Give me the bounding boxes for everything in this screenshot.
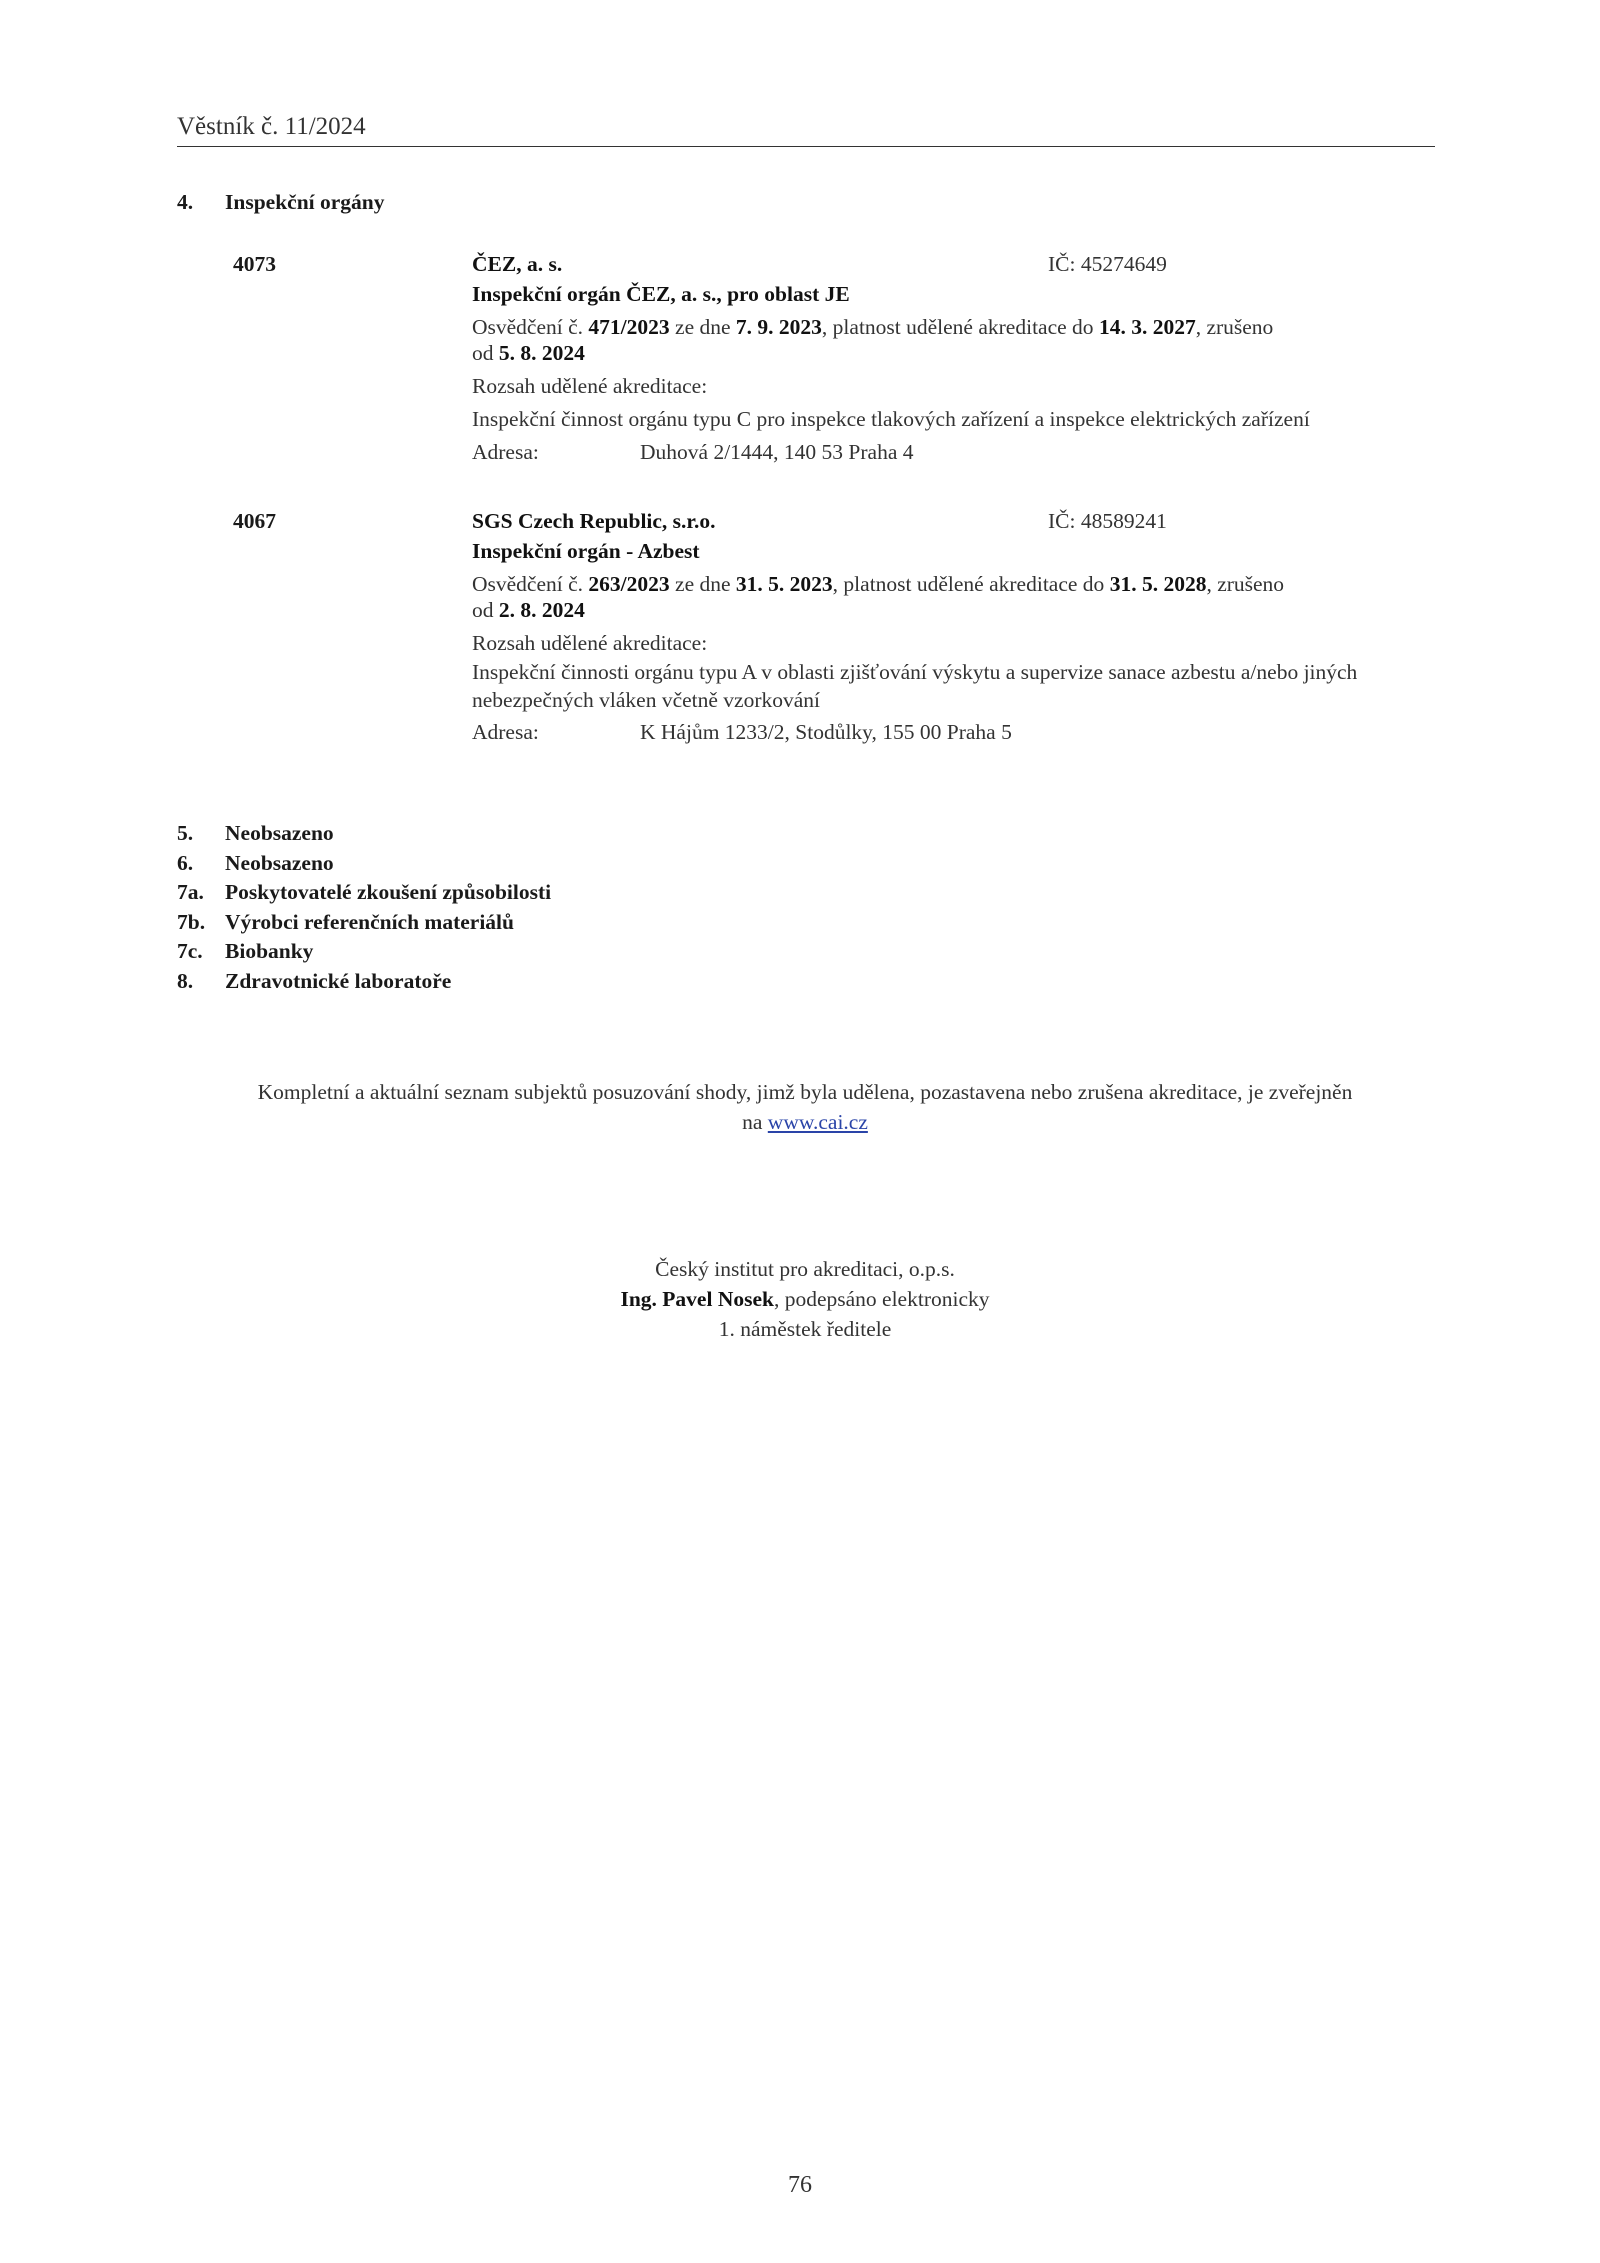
entity-name: SGS Czech Republic, s.r.o. [472, 509, 716, 533]
section-item [177, 877, 551, 907]
scope-label: Rozsah udělené akreditace: [472, 631, 708, 655]
footer-note-line [160, 1107, 1450, 1137]
scope-text: Inspekční činnosti orgánu typu A v oblasti zjišťování výskytu a supervize sanace azbestu a/nebo jiných nebezpečných vláken včetně vzorkování [472, 660, 1358, 712]
cert-valid-to: 31. 5. 2028 [1109, 572, 1207, 596]
cert-text: ze dne [669, 572, 736, 596]
signatory-role: 1. náměstek ředitele [718, 1317, 892, 1341]
signed-note: , podepsáno elektronicky [773, 1287, 990, 1311]
cert-cancelled-date: 2. 8. 2024 [498, 598, 585, 622]
footer-note-text: na [742, 1110, 768, 1134]
address-value: Duhová 2/1444, 140 53 Praha 4 [640, 440, 914, 464]
running-header [177, 112, 1435, 147]
cai-website-link[interactable]: www.cai.cz [767, 1110, 868, 1134]
section-heading [177, 187, 385, 217]
bulletin-title: Věstník č. 11/2024 [177, 113, 366, 140]
address-label: Adresa: [472, 440, 539, 464]
cert-prefix: Osvědčení č. [472, 315, 589, 339]
scope-label: Rozsah udělené akreditace: [472, 374, 708, 398]
section-item [177, 936, 551, 966]
section-number: 7b. [177, 909, 206, 934]
page-number: 76 [788, 2172, 812, 2198]
address-line [472, 717, 1442, 747]
signature-block [400, 1254, 1210, 1344]
cert-date: 31. 5. 2023 [735, 572, 833, 596]
scope-text: Inspekční činnost orgánu typu C pro inspekce tlakových zařízení a inspekce elektrických zařízení [472, 407, 1310, 431]
address-label: Adresa: [472, 720, 539, 744]
cert-text: od [472, 598, 499, 622]
section-item [177, 966, 551, 996]
entry-number: 4073 [233, 252, 276, 276]
certificate-line-2 [472, 595, 1442, 625]
entry-body [472, 506, 1442, 747]
entry-number: 4067 [233, 509, 276, 533]
cert-number: 471/2023 [588, 315, 670, 339]
address-value: K Hájům 1233/2, Stodůlky, 155 00 Praha 5 [640, 720, 1012, 744]
section-title: Výrobci referenčních materiálů [225, 909, 514, 934]
section-item [177, 907, 551, 937]
section-title: Zdravotnické laboratoře [225, 968, 452, 993]
entry-body [472, 249, 1442, 467]
cert-cancelled-date: 5. 8. 2024 [498, 341, 585, 365]
signature-name-line [400, 1284, 1210, 1314]
sections-list [177, 818, 551, 995]
section-title: Neobsazeno [225, 821, 334, 845]
footer-note-line: Kompletní a aktuální seznam subjektů posuzování shody, jimž byla udělena, pozastavena nebo zrušena akreditace, je zveřejněn [257, 1080, 1353, 1104]
section-title: Poskytovatelé zkoušení způsobilosti [225, 880, 552, 904]
section-number: 5. [177, 821, 194, 845]
section-number: 8. [177, 968, 194, 993]
section-item [177, 818, 551, 848]
section-title: Inspekční orgány [225, 190, 385, 214]
signature-org: Český institut pro akreditaci, o.p.s. [655, 1257, 955, 1281]
cert-date: 7. 9. 2023 [735, 315, 822, 339]
entity-name: ČEZ, a. s. [472, 252, 563, 276]
section-number: 7c. [177, 939, 203, 963]
cert-text: , platnost udělené akreditace do [821, 315, 1099, 339]
cert-number: 263/2023 [588, 572, 670, 596]
section-title: Neobsazeno [225, 850, 334, 875]
certificate-line-2 [472, 338, 1442, 368]
inspection-body-name: Inspekční orgán - Azbest [472, 539, 700, 563]
ico-number: IČ: 45274649 [1048, 252, 1167, 276]
ico-number: IČ: 48589241 [1048, 509, 1167, 533]
cert-valid-to: 14. 3. 2027 [1098, 315, 1196, 339]
address-line [472, 437, 1442, 467]
cert-text: od [472, 341, 499, 365]
cert-text: , zrušeno [1195, 315, 1274, 339]
cert-text: , zrušeno [1206, 572, 1285, 596]
signatory-name: Ing. Pavel Nosek [620, 1287, 774, 1311]
section-number: 6. [177, 850, 194, 875]
inspection-body-name: Inspekční orgán ČEZ, a. s., pro oblast JE [472, 282, 850, 306]
section-number: 4. [177, 190, 194, 214]
section-number: 7a. [177, 880, 204, 904]
cert-text: ze dne [669, 315, 736, 339]
section-item [177, 848, 551, 878]
cert-prefix: Osvědčení č. [472, 572, 589, 596]
footer-note [160, 1077, 1450, 1137]
cert-text: , platnost udělené akreditace do [832, 572, 1110, 596]
section-title: Biobanky [225, 939, 314, 963]
